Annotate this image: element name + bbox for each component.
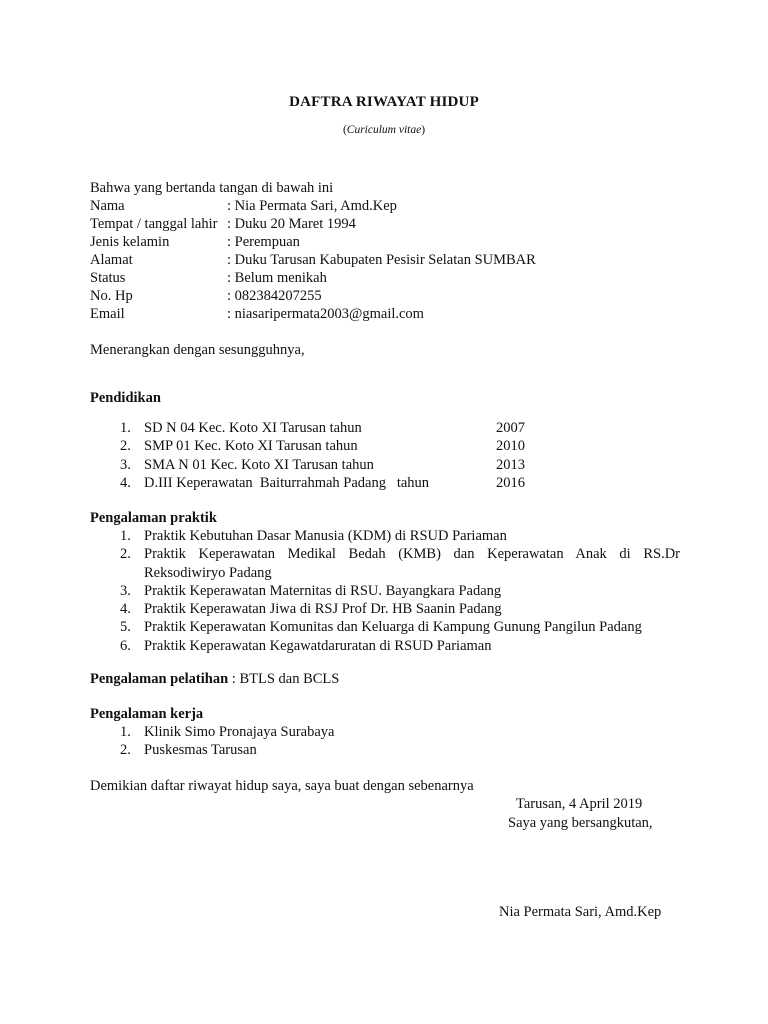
list-item: 3. SMA N 01 Kec. Koto XI Tarusan tahun 2013 (120, 456, 525, 473)
document-subtitle: (Curiculum vitae) (342, 124, 426, 136)
list-item: 6. Praktik Keperawatan Kegawatdaruratan di RSUD Pariaman (120, 637, 492, 654)
work-heading: Pengalaman kerja (90, 706, 204, 722)
list-item: 2. Praktik Keperawatan Medikal Bedah (KMB) dan Keperawatan Anak di RS.Dr Reksodiwiryo Padang (120, 546, 680, 581)
work-list (120, 723, 334, 760)
closing-text: Demikian daftar riwayat hidup saya, saya buat dengan sebenarnya (90, 778, 474, 794)
field-address: Alamat : Duku Tarusan Kabupaten Pesisir Selatan SUMBAR (90, 252, 536, 268)
field-status: Status : Belum menikah (90, 270, 327, 286)
education-heading: Pendidikan (90, 390, 161, 406)
list-item: 4. Praktik Keperawatan Jiwa di RSJ Prof Dr. HB Saanin Padang (120, 601, 502, 618)
education-list (120, 419, 525, 492)
list-item: 1. Klinik Simo Pronajaya Surabaya (120, 724, 335, 740)
field-phone: No. Hp : 082384207255 (90, 288, 322, 304)
field-name: Nama : Nia Permata Sari, Amd.Kep (90, 198, 397, 214)
place-date: Tarusan, 4 April 2019 (516, 796, 643, 812)
training-line: Pengalaman pelatihan : BTLS dan BCLS (90, 671, 340, 687)
practice-list (120, 527, 680, 655)
list-item: 4. D.III Keperawatan Baiturrahmah Padang tahun 2016 (120, 474, 525, 491)
list-item: 2. Puskesmas Tarusan (120, 742, 257, 759)
signer-note: Saya yang bersangkutan, (508, 815, 653, 831)
list-item: 3. Praktik Keperawatan Maternitas di RSU. Bayangkara Padang (120, 582, 502, 599)
intro-text: Bahwa yang bertanda tangan di bawah ini (90, 180, 334, 196)
list-item: 2. SMP 01 Kec. Koto XI Tarusan tahun 2010 (120, 438, 525, 455)
declaration-text: Menerangkan dengan sesungguhnya, (90, 342, 305, 358)
list-item: 5. Praktik Keperawatan Komunitas dan Keluarga di Kampung Gunung Pangilun Padang (120, 619, 642, 636)
field-gender: Jenis kelamin : Perempuan (90, 234, 300, 250)
field-email: Email : niasaripermata2003@gmail.com (90, 306, 424, 322)
list-item: 1. Praktik Kebutuhan Dasar Manusia (KDM) di RSUD Pariaman (120, 528, 507, 544)
field-birth: Tempat / tanggal lahir : Duku 20 Maret 1994 (90, 216, 356, 232)
list-item: 1. SD N 04 Kec. Koto XI Tarusan tahun 2007 (120, 420, 525, 436)
practice-heading: Pengalaman praktik (90, 510, 217, 526)
document-title: DAFTRA RIWAYAT HIDUP (289, 94, 479, 110)
signer-name: Nia Permata Sari, Amd.Kep (499, 904, 662, 920)
